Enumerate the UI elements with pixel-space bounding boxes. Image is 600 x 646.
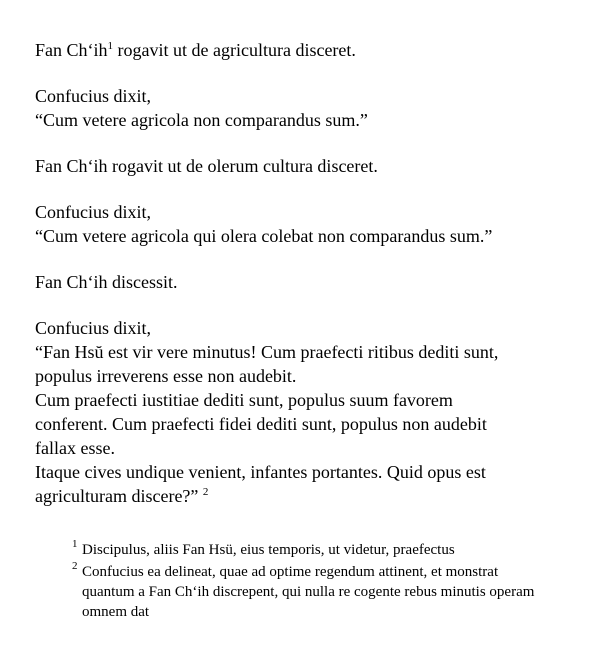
- footnote-number: 2: [72, 560, 78, 572]
- paragraph-4: [35, 200, 515, 248]
- text-line: “Cum vetere agricola qui olera colebat non comparandus sum.”: [35, 226, 493, 246]
- footnote-2: [72, 562, 542, 622]
- text-line: “Fan Hsŭ est vir vere minutus! Cum praefecti ritibus dediti sunt, populus irreverens esse non audebit.: [35, 342, 499, 386]
- text-line: Confucius dixit,: [35, 86, 151, 106]
- footnote-text: Discipulus, aliis Fan Hsü, eius temporis, ut videtur, praefectus: [82, 542, 455, 558]
- footnote-number: 1: [72, 538, 78, 550]
- footnote-ref-1[interactable]: 1: [107, 40, 114, 52]
- footnote-ref-2[interactable]: 2: [202, 486, 209, 498]
- text-line: [35, 38, 515, 62]
- footnote-text: Confucius ea delineat, quae ad optime regendum attinent, et monstrat quantum a Fan Ch‘ih discrepent, qui nulla re cogente rebus minutis operam omnem dat: [82, 564, 535, 620]
- text-line: Cum praefecti iustitiae dediti sunt, populus suum favorem conferent. Cum praefecti fidei dediti sunt, populus non audebit fallax esse.: [35, 390, 487, 458]
- text-line: “Cum vetere agricola non comparandus sum.”: [35, 110, 368, 130]
- text-span: rogavit ut de agricultura disceret.: [113, 40, 356, 60]
- text-line: Confucius dixit,: [35, 318, 151, 338]
- footnotes: [72, 540, 542, 624]
- paragraph-1: [35, 38, 515, 62]
- document-body: [35, 38, 515, 530]
- paragraph-5: [35, 270, 515, 294]
- paragraph-6: [35, 316, 515, 508]
- paragraph-2: [35, 84, 515, 132]
- footnote-1: [72, 540, 542, 560]
- text-line: Confucius dixit,: [35, 202, 151, 222]
- text-line: [35, 460, 515, 508]
- text-line: Fan Ch‘ih discessit.: [35, 272, 178, 292]
- text-line: Fan Ch‘ih rogavit ut de olerum cultura disceret.: [35, 156, 378, 176]
- text-span: Itaque cives undique venient, infantes portantes. Quid opus est agriculturam discere?”: [35, 462, 486, 506]
- text-span: Fan Ch‘ih: [35, 40, 108, 60]
- paragraph-3: [35, 154, 515, 178]
